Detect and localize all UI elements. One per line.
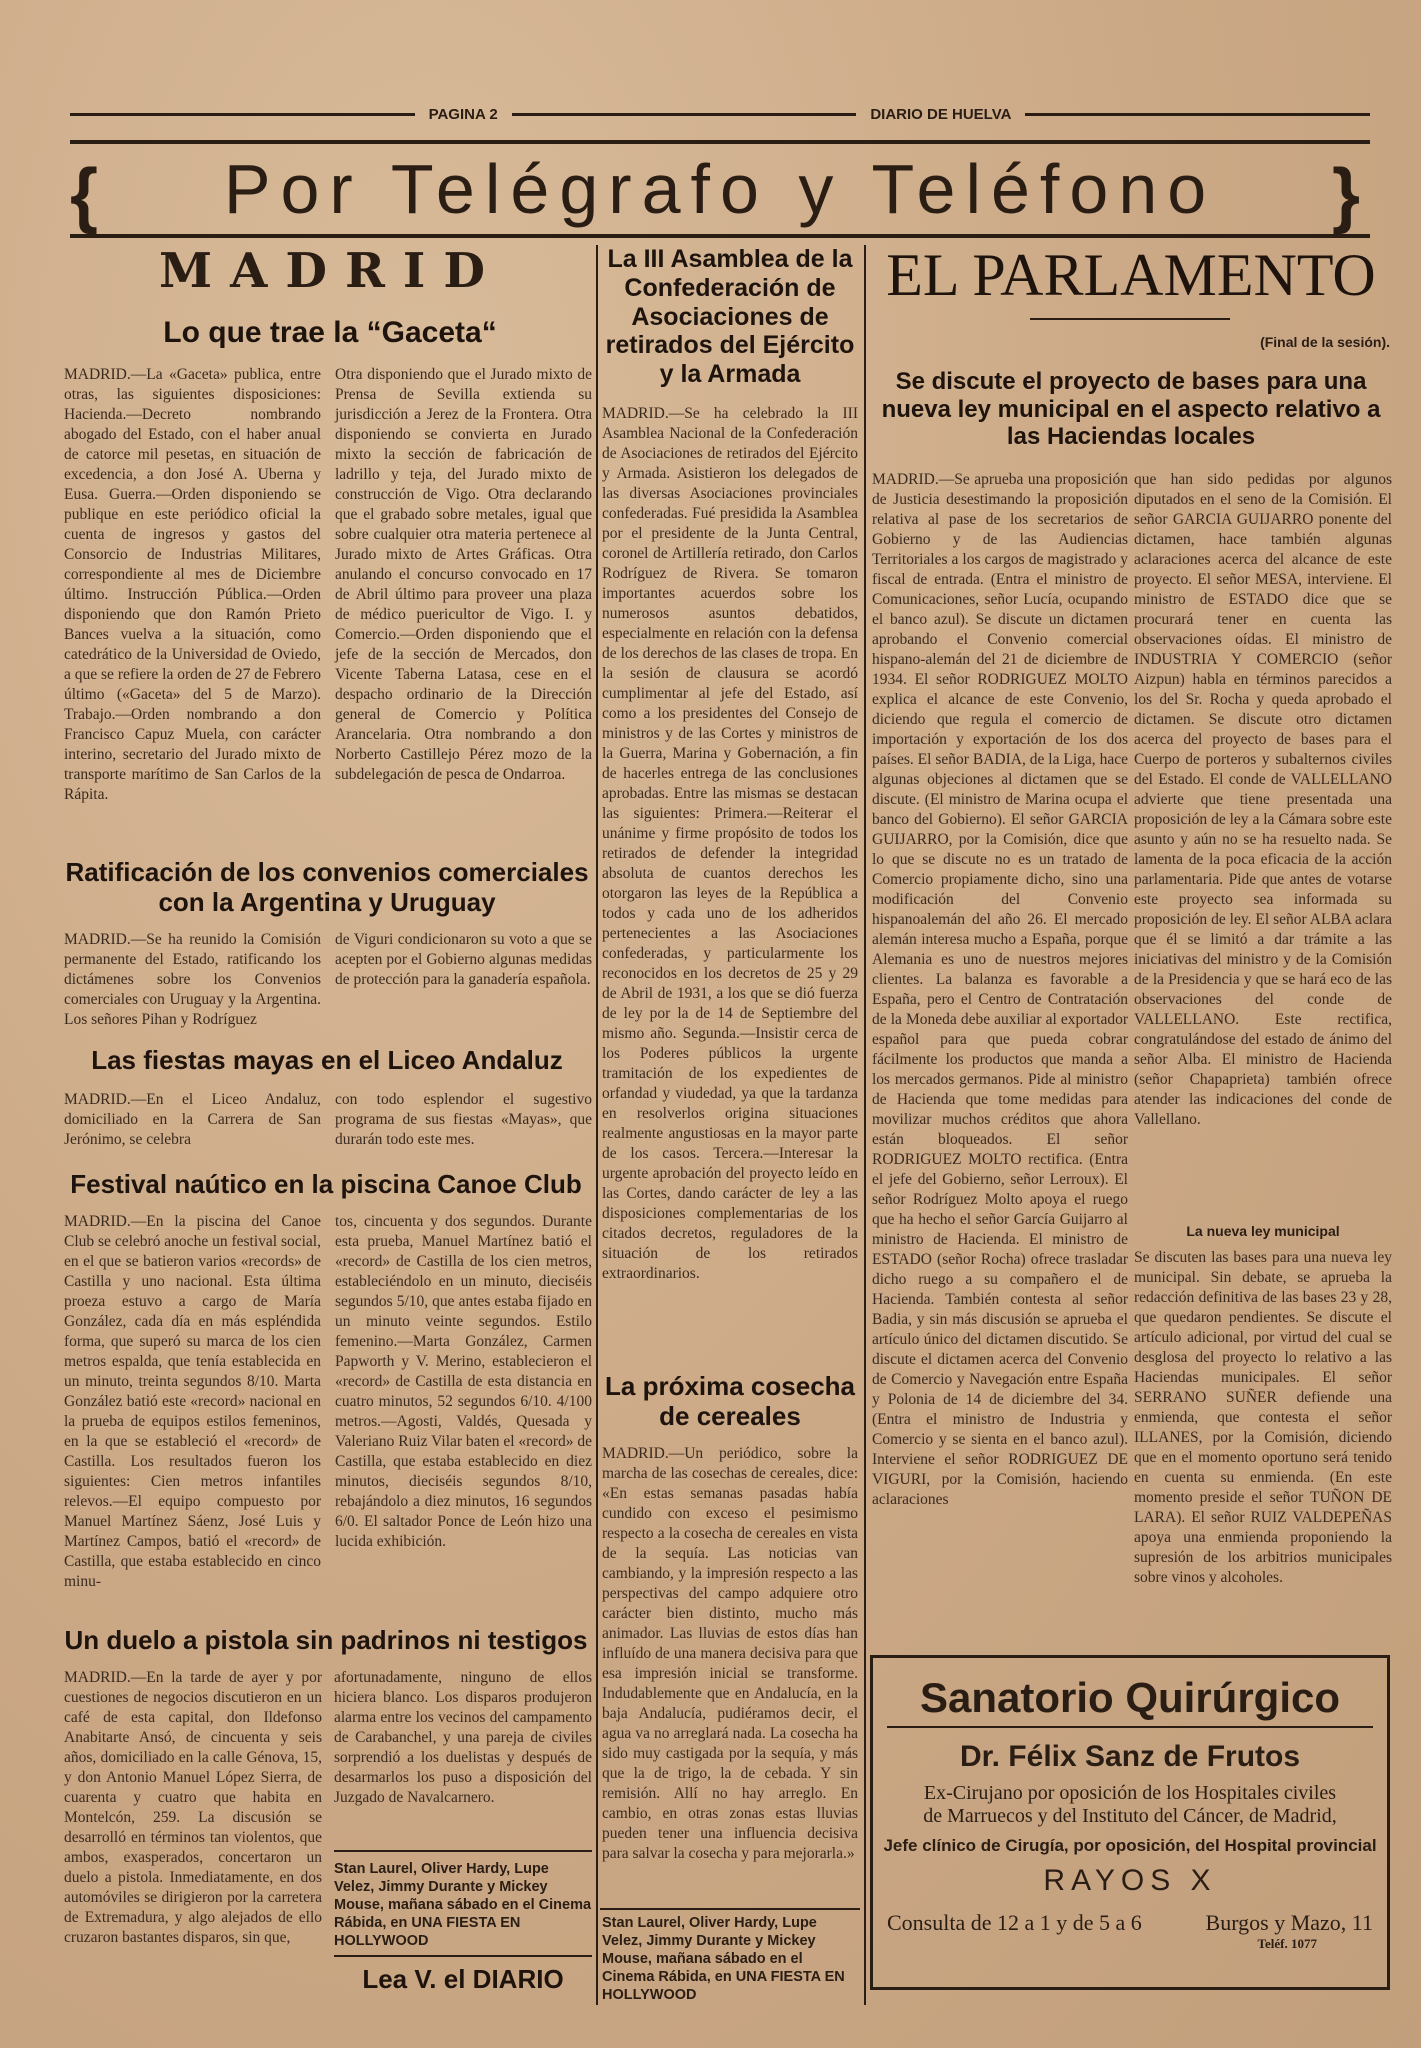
fiestas-headline: Las fiestas mayas en el Liceo Andaluz [91,1045,563,1075]
ad-address: Burgos y Mazo, 11 [1205,1910,1373,1935]
parlamento-ornament-rule [1030,318,1230,320]
ratificacion-article [64,930,592,1032]
section-title: Por Telégrafo y Teléfono [223,150,1217,228]
parlamento-title: EL PARLAMENTO [886,242,1376,308]
left-brace-ornament: { [70,155,109,235]
asamblea-headline: La III Asamblea de la Confederación de Asociaciones de retirados del Ejército y la Armada [605,245,855,388]
duelo-column-1: MADRID.—En la tarde de ayer y por cuestiones de negocios discutieron en un café de esta capital, don Ildefonso Anabitarte Ansó, de cincuenta y seis años, domiciliado en la calle Génova, 15, y don Antonio Manuel López Sierra, de cuarenta y cuatro que habita en Montelcón, 259. La discusión se desarrolló en términos tan violentos, que ambos, exasperados, concertaron un duelo a pistola. Inmediatamente, en dos automóviles se dirigieron por la carretera de Extremadura, y algo alejados de ello cruzaron bastantes disparos, sin que, [64,1669,322,1946]
festival-column-1: MADRID.—En la piscina del Canoe Club se celebró anoche un festival social, en el que se batieron varios «records» de Castilla y uno nacional. Esta última proeza estuvo a cargo de María González, cada día en más espléndida forma, que superó su marca de los cien metros espalda, que tenía establecida en un minuto, treinta segundos 8/10. Marta González batió este «record» nacional en la prueba de equipos estilos femeninos, en la que se estableció el «record» de Castilla. Los resultados fueron los siguientes: Cien metros infantiles relevos.—El equipo compuesto por Manuel Martínez Sáenz, José Luis y Martínez Campos, batió el «record» de Castilla, que estaba establecido en cinco minu- [64,1213,321,1590]
ratificacion-column-2: de Viguri condicionaron su voto a que se acepten por el Gobierno algunas medidas de protección para la ganadería española. [335,931,592,988]
fiestas-column-2: con todo esplendor el sugestivo programa de sus fiestas «Mayas», que durarán todo este mes. [335,1091,592,1148]
parlamento-column-1: MADRID.—Se aprueba una proposición de Justicia desestimando la proposición relativa al pase de los secretarios de Gobierno y de las Audiencias Territoriales a los cargos de magistrado y fiscal de entrada. (Entra el ministro de Comunicaciones, señor Lucía, ocupando el banco azul). Se discute un dictamen aprobando el Convenio comercial hispano-alemán del 21 de diciembre de 1934. El señor RODRIGUEZ MOLTO explica el alcance de este Convenio, diciendo que regula el comercio de importación y exportación de los dos países. El señor BADIA, de la Liga, hace algunas objeciones al dictamen que se discute. (El ministro de Marina ocupa el banco del Gobierno). El señor GARCIA GUIJARRO, por la Comisión, dice que lo que se discute no es un tratado de Comercio propiamente dicho, sino una modificación del Convenio hispanoalemán del año 26. El mercado alemán interesa mucho a España, porque Alemania es uno de nuestros mejores clientes. La balanza es favorable a España, pero el Centro de Contratación de la Moneda debe auxiliar al exportador español para que pueda cobrar fácilmente los productos que manda a los mercados germanos. Pide al ministro de Hacienda que tome medidas para movilizar muchos créditos que ahora están bloqueados. El señor RODRIGUEZ MOLTO rectifica. (Entra el jefe del Gobierno, señor Lerroux). El señor Rodríguez Molto apoya el ruego que ha hecho el señor García Guijarro al ministro de Hacienda. El ministro de ESTADO (señor Rocha) ofrece trasladar dicho ruego a su compañero el de Hacienda. También contesta al señor Badia, y sin más discusión se aprueba el artículo único del dictamen discutido. Se discute el dictamen acerca del Convenio de Comercio y Navegación entre España y Polonia de 14 de diciembre del 34. (Entra el ministro de Industria y Comercio y se sienta en el banco azul). Interviene el señor RODRIGUEZ DE VIGURI, por la Comisión, haciendo aclaraciones [872,471,1128,1508]
ad-line-3: Jefe clínico de Cirugía, por oposición, del Hospital provincial [883,1836,1377,1855]
ratificacion-column-1: MADRID.—Se ha reunido la Comisión permanente del Estado, ratificando los dictámenes sobre los Convenios comerciales con Uruguay y la Argentina. Los señores Pihan y Rodríguez [64,931,321,1028]
header-rule-right [1025,113,1370,116]
duelo-headline: Un duelo a pistola sin padrinos ni testigos [64,1625,588,1655]
asamblea-article: MADRID.—Se ha celebrado la III Asamblea Nacional de la Confederación de Asociaciones de retirados del Ejército y Armada. Asistieron los delegados de las diversas Asociaciones provinciales confederadas. Fué presidida la Asamblea por el presidente de la Junta Central, coronel de Artillería retirado, don Carlos Rodríguez de Rivera. Se tomaron importantes acuerdos sobre los numerosos asuntos debatidos, especialmente en relación con la defensa de los derechos de las clases de tropa. En la sesión de clausura se acordó cumplimentar al jefe del Estado, así como a los presidentes del Consejo de ministros y de las Cortes y ministros de la Guerra, Marina y Gobernación, a fin de hacerles entrega de las conclusiones aprobadas. Entre las mismas se destacan las siguientes: Primera.—Reiterar el unánime y firme propósito de todos los retirados de defender la integridad absoluta de cuantos derechos les otorgaron las leyes de la República a todos y cada uno de los adheridos pertenecientes a las Asociaciones confederadas, y particularmente los reconocidos en los decretos de 25 y 29 de Abril de 1931, a los que se dió fuerza de ley por la de 14 de Septiembre del mismo año. Segunda.—Insistir cerca de los Poderes públicos la urgente tramitación de los expedientes de orfandad y viudedad, ya que la tardanza en resolverlos origina situaciones realmente angustiosas en la mayor parte de los casos. Tercera.—Interesar la urgente aprobación del proyecto leído en las Cortes, dando carácter de ley a las disposiciones complementarias de los citados decretos, reguladores de la situación de los retirados extraordinarios. [602,405,858,1282]
header-rule-mid [512,113,857,116]
festival-headline: Festival naútico en la piscina Canoe Club [70,1169,582,1199]
ad-rayos: RAYOS X [1043,1864,1217,1897]
column-divider-1 [596,245,598,2005]
gaceta-column-1: MADRID.—La «Gaceta» publica, entre otras, las siguientes disposiciones: Hacienda.—Decreto nombrando abogado del Estado, con el haber anual de catorce mil pesetas, en situación de excedencia, a don José A. Uberna y Eusa. Guerra.—Orden disponiendo se publique en este periódico oficial la cuenta de ingresos y gastos del Consorcio de Industrias Militares, correspondiente al mes de Diciembre último. Instrucción Pública.—Orden disponiendo que don Ramón Prieto Bances vuelva a la situación, como catedrático de la Universidad de Oviedo, a que se refiere la orden de 27 de Febrero último («Gaceta» del 5 de Marzo). Trabajo.—Orden nombrando a don Francisco Capuz Muela, con carácter interino, secretario del Jurado mixto de transporte marítimo de San Carlos de la Rápita. [64,366,321,803]
film-note-middle: Stan Laurel, Oliver Hardy, Lupe Velez, Jimmy Durante y Mickey Mouse, mañana sábado en el Cinema Rábida, en UNA FIESTA EN HOLLYWOOD [602,1915,845,2003]
bases-headline: Se discute el proyecto de bases para una nueva ley municipal en el aspecto relativo a las Haciendas locales [881,368,1381,451]
newspaper-name: DIARIO DE HUELVA [870,105,1012,123]
parlamento-subtitle: (Final de la sesión). [1260,334,1390,350]
cosecha-article: MADRID.—Un periódico, sobre la marcha de las cosechas de cereales, dice: «En estas semanas pasadas había cundido con exceso el pesimismo respecto a la cosecha de cereales en vista de la sequía. Las noticias van cambiando, y la impresión respecto a las perspectivas del campo adquiere otro carácter bien distinto, mucho más animador. Las lluvias de estos días han influído de una manera decisiva para que esa impresión inicial se transforme. Indudablemente que en Andalucía, en la baja Andalucía, pudiéramos decir, el agua va no arreglará nada. La cosecha ha sido muy castigada por la sequía, y más que la de trigo, la de cebada. Y sin remisión. Allí no hay arreglo. En cambio, en otras zonas estas lluvias pueden tener una influencia decisiva para salvar la cosecha y para mejorarla.» [602,1445,858,1862]
duelo-column-2: afortunadamente, ninguno de ellos hiciera blanco. Los disparos produjeron alarma entre los vecinos del campamento de Carabanchel, y una pareja de civiles sorprendió a los duelistas y después de desarmarlos los puso a disposición del Juzgado de Navalcarnero. [334,1669,592,1806]
parlamento-column-2b: Se discuten las bases para una nueva ley municipal. Sin debate, se aprueba la redacción definitiva de las bases 23 y 28, que quedaron pendientes. Se discute el artículo adicional, por virtud del cual se desglosa del proyecto lo relativo a las Haciendas municipales. El señor SERRANO SUÑER defiende una enmienda, que contesta el señor ILLANES, por la Comisión, diciendo que en el momento oportuno será tenido en cuenta su enmienda. (En este momento preside el señor TUÑON DE LARA). El señor RUIZ VALDEPEÑAS apoya una enmienda proponiendo la supresión de los arbitrios municipales sobre vinos y alcoholes. [1134,1249,1392,1586]
gaceta-article [64,365,592,855]
film-note-rule [334,1850,592,1852]
lea-rule [334,1955,592,1957]
film-note-left: Stan Laurel, Oliver Hardy, Lupe Velez, Jimmy Durante y Mickey Mouse, mañana sábado en el Cinema Rábida, en UNA FIESTA EN HOLLYWOOD [334,1861,592,1949]
fiestas-article [64,1090,592,1152]
ratificacion-headline: Ratificación de los convenios comerciales con la Argentina y Uruguay [65,857,589,917]
ad-line-2: de Marruecos y del Instituto del Cáncer, de Madrid, [923,1805,1337,1827]
sanatorio-advertisement [870,1655,1390,1990]
ad-consulta: Consulta de 12 a 1 y de 5 a 6 [887,1910,1142,1935]
ad-title: Sanatorio Quirúrgico [919,1674,1341,1721]
fiestas-column-1: MADRID.—En el Liceo Andaluz, domiciliado en la Carrera de San Jerónimo, se celebra [64,1091,321,1148]
right-brace-ornament: } [1331,155,1370,235]
festival-article [64,1212,592,1608]
gaceta-column-2: Otra disponiendo que el Jurado mixto de Prensa de Sevilla extienda su jurisdicción a Jerez de la Frontera. Otra disponiendo se convierta en Jurado mixto la sección de fabricación de ladrillo y teja, del Jurado mixto de construcción de Vigo. Otra declarando que el grabado sobre metales, igual que sobre cualquier otra materia pertenece al Jurado mixto de Artes Gráficas. Otra anulando el concurso convocado en 17 de Abril último para proveer una plaza de médico puericultor de Vigo. I. y Comercio.—Orden disponiendo que el jefe de la sección de Mercados, don Vicente Taberna Latasa, cese en el despacho ordinario de la Dirección general de Comercio y Política Arancelaria. Otra nombrando a don Norberto Castillejo Pérez mozo de la subdelegación de pesca de Ondarroa. [335,366,592,783]
cosecha-headline: La próxima cosecha de cereales [605,1371,855,1431]
ad-title-rule [887,1726,1373,1728]
page-header [70,104,1370,124]
ad-phone: Teléf. 1077 [1257,1936,1317,1951]
ley-municipal-subhead: La nueva ley municipal [1186,1223,1340,1239]
film-note-middle-rule [600,1908,860,1910]
ad-doctor: Dr. Félix Sanz de Frutos [959,1740,1301,1773]
ad-footer [887,1910,1373,1936]
section-banner [70,140,1370,238]
column-divider-2 [864,245,866,2005]
ad-line-1: Ex-Cirujano por oposición de los Hospitales civiles [923,1782,1337,1804]
gaceta-headline: Lo que trae la “Gaceta“ [163,316,497,349]
parlamento-column-2: que han sido pedidas por algunos diputados en el seno de la Comisión. El señor GARCIA GUIJARRO ponente del dictamen, hace también algunas aclaraciones acerca del alcance de este proyecto. El señor MESA, interviene. El ministro de ESTADO dice que se procurará tener en cuenta las observaciones oídas. El ministro de INDUSTRIA Y COMERCIO (señor Aizpun) habla en términos parecidos a los del Sr. Rocha y queda aprobado el dictamen. Se discute otro dictamen acerca del proyecto de bases para el Cuerpo de porteros y subalternos civiles del Estado. El conde de VALLELLANO advierte que tiene presentada una proposición de ley a la Cámara sobre este asunto y aún no se ha resuelto nada. Se lamenta de la poca eficacia de la acción parlamentaria. Pide que antes de votarse este proyecto sea informada su proposición de ley. El señor ALBA aclara que él se limitó a dar trámite a las iniciativas del ministro y de la Comisión de la Presidencia y que se hará eco de las observaciones del conde de VALLELLANO. Este rectifica, congratulándose del estado de ánimo del señor Alba. El ministro de Hacienda (señor Chapaprieta) también ofrece atender las indicaciones del conde de Vallellano. [1134,471,1392,1128]
header-rule-left [70,113,415,116]
lea-diario-notice: Lea V. el DIARIO [362,1964,564,1994]
page-number: PAGINA 2 [428,105,498,123]
madrid-heading: MADRID [159,243,503,299]
festival-column-2: tos, cincuenta y dos segundos. Durante esta prueba, Manuel Martínez batió el «record» de Castilla de los cien metros, estableciéndolo en un minuto, dieciséis segundos 5/10, que antes estaba fijado en un minuto veinte segundos. Estilo femenino.—Marta González, Carmen Papworth y V. Merino, establecieron el «record» de Castilla de esta distancia en cuatro minutos, 52 segundos 6/10. 4/100 metros.—Agosti, Valdés, Quesada y Valeriano Ruiz Vilar baten el «record» de Castilla, que estaba establecido en diez minutos, dieciséis segundos 8/10, rebajándolo a diez minutos, 16 segundos 6/0. El saltador Ponce de León hizo una lucida exhibición. [335,1213,592,1550]
